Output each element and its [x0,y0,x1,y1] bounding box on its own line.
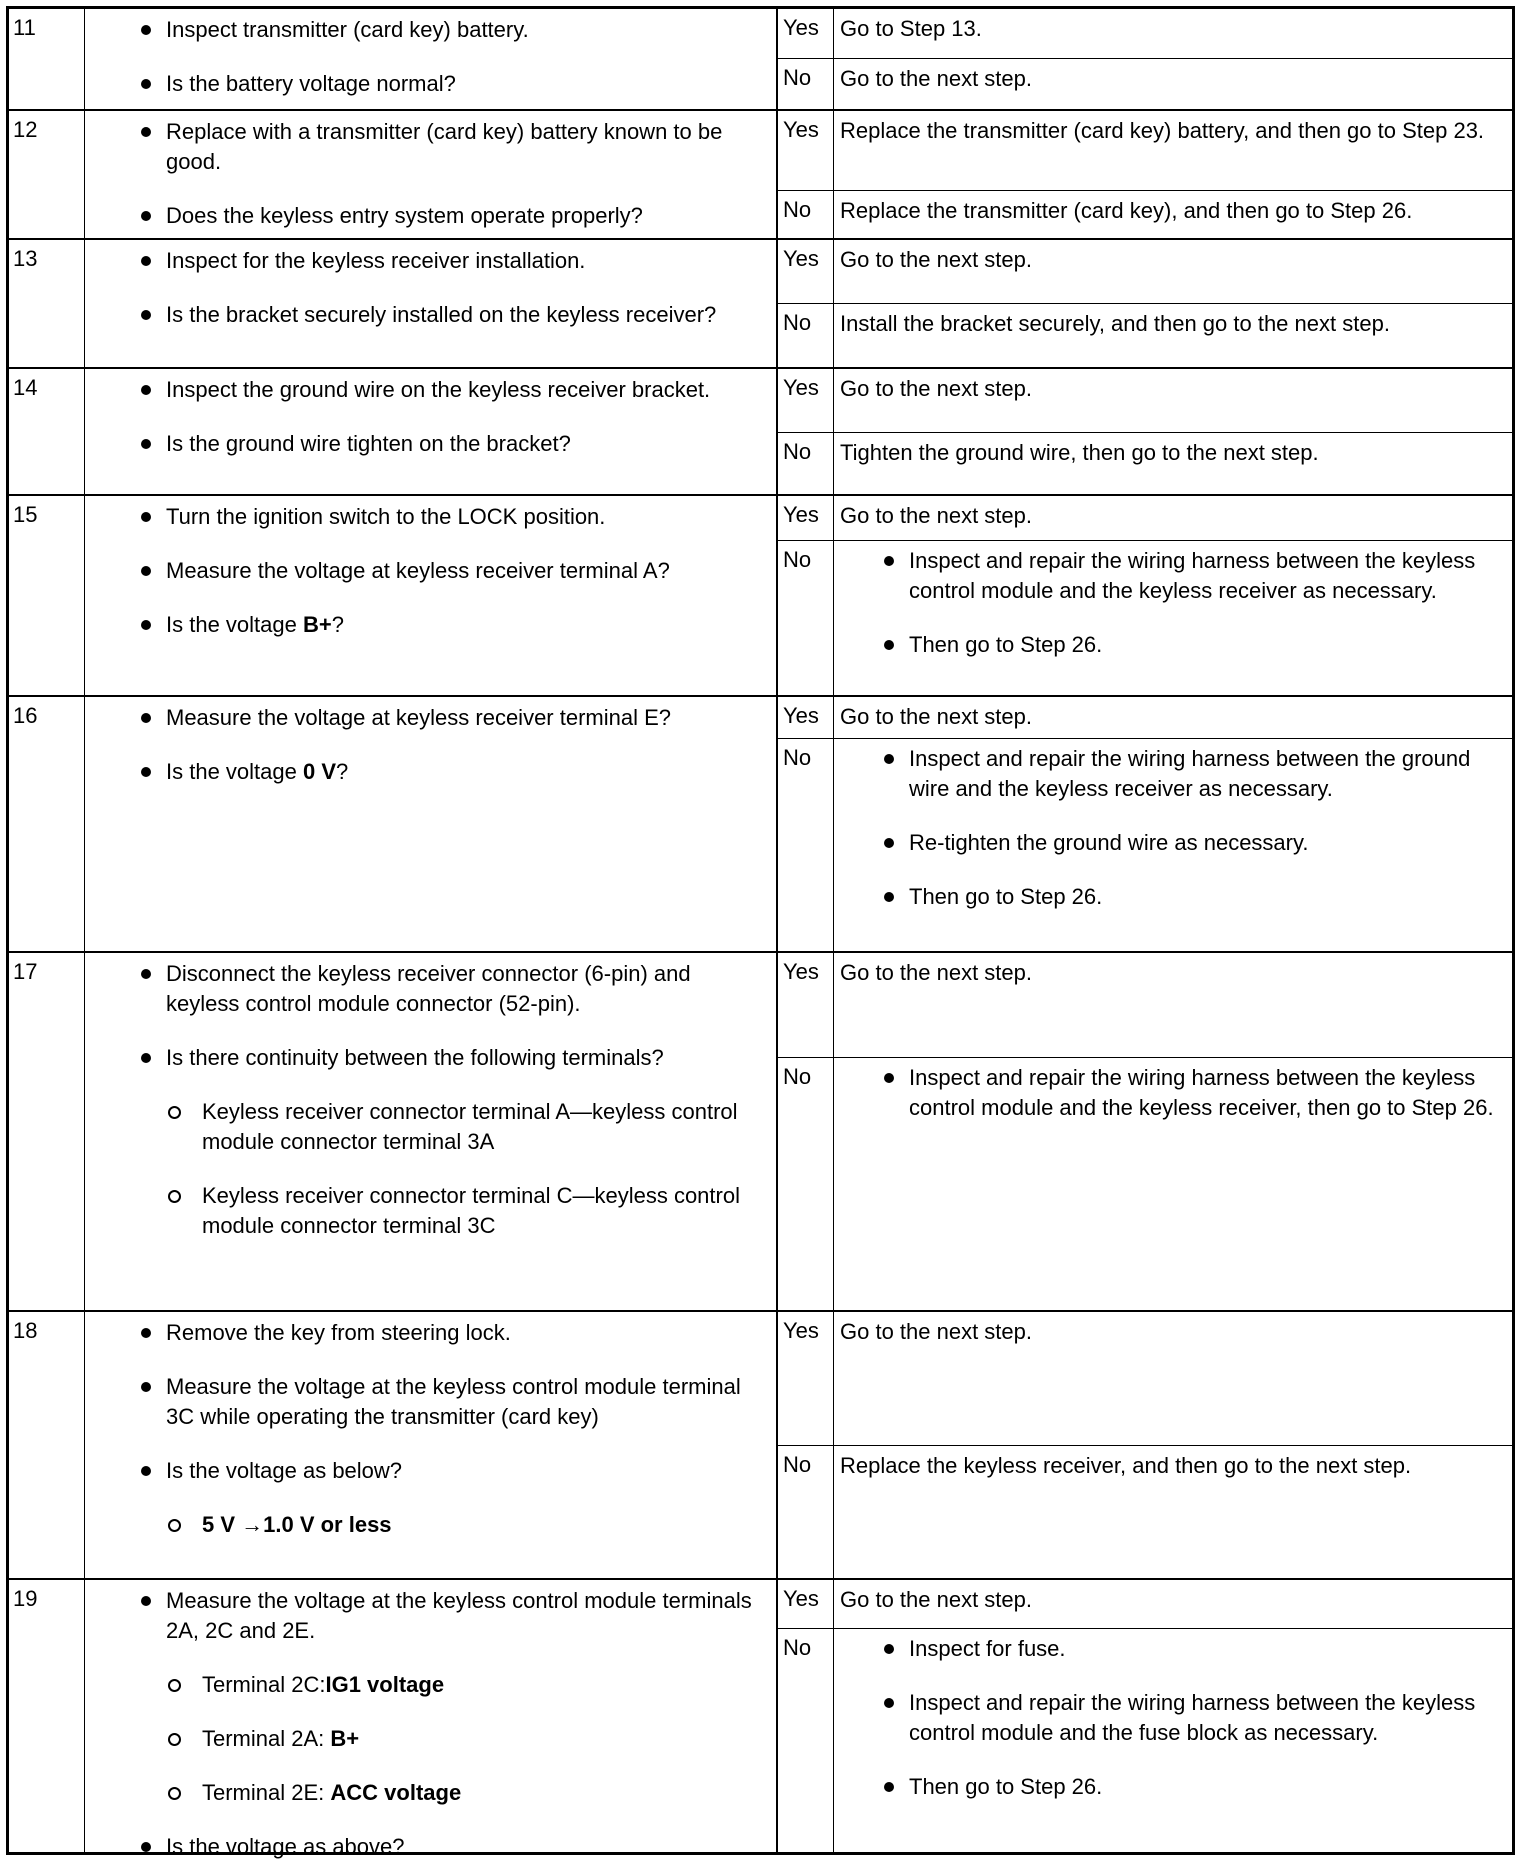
step-number: 19 [9,1580,85,1852]
action-cell [85,953,778,1310]
result-cell [778,953,1512,1310]
terminal-label: Terminal 2C: [202,1672,326,1697]
terminal-label: Terminal 2E: [202,1780,331,1805]
yes-row [778,111,1512,190]
yes-row [778,1312,1512,1445]
diagnostic-table [6,6,1515,1859]
action-item-text: Is the voltage [166,612,303,637]
result-cell [778,1580,1512,1852]
no-action-item: Inspect and repair the wiring harness between the keyless control module and the fuse block as necessary. [840,1688,1496,1748]
no-label: No [778,541,834,697]
no-action [834,1058,1512,1312]
no-action-item: Inspect and repair the wiring harness between the keyless control module and the keyless receiver as necessary. [840,546,1496,606]
action-item: Remove the key from steering lock. [85,1318,766,1348]
step-number: 16 [9,697,85,951]
no-row [778,738,1512,953]
terminal-voltage: ACC voltage [330,1780,462,1805]
no-action-item: Then go to Step 26. [840,1772,1496,1802]
no-action: Tighten the ground wire, then go to the next step. [840,440,1319,465]
terminal-voltage: IG1 voltage [325,1672,445,1697]
yes-action: Go to the next step. [840,1319,1033,1344]
action-cell [85,496,778,695]
action-item: Measure the voltage at keyless receiver terminal A? [85,556,766,586]
step-number: 13 [9,240,85,367]
table-row [9,494,1512,695]
action-cell [85,369,778,494]
no-action-item: Re-tighten the ground wire as necessary. [840,828,1496,858]
yes-action: Go to Step 13. [840,16,982,41]
action-item [85,1043,766,1241]
result-cell [778,496,1512,695]
sub-item: Keyless receiver connector terminal A—keyless control module connector terminal 3A [166,1097,766,1157]
action-item [85,610,766,640]
action-item: Turn the ignition switch to the LOCK position. [85,502,766,532]
yes-label: Yes [778,9,834,58]
action-item: Is the bracket securely installed on the keyless receiver? [85,300,766,330]
action-item-text: Is the voltage as below? [166,1458,403,1483]
no-action-item: Then go to Step 26. [840,882,1496,912]
sub-item [166,1670,766,1700]
voltage-value: B+ [302,612,332,637]
table-row [9,109,1512,238]
action-item: Does the keyless entry system operate properly? [85,201,766,231]
no-row [778,1057,1512,1312]
yes-row [778,697,1512,738]
yes-action: Go to the next step. [840,247,1033,272]
no-action [834,541,1512,697]
result-cell [778,1312,1512,1578]
action-item-text: Is there continuity between the following terminals? [166,1045,664,1070]
sub-item [166,1724,766,1754]
step-number: 18 [9,1312,85,1578]
action-item: Inspect for the keyless receiver installation. [85,246,766,276]
table-row [9,1310,1512,1578]
action-item: Measure the voltage at keyless receiver terminal E? [85,703,766,733]
yes-label: Yes [778,697,834,738]
no-label: No [778,1629,834,1854]
table-row [9,238,1512,367]
sub-item [166,1778,766,1808]
step-number: 17 [9,953,85,1310]
yes-row [778,369,1512,432]
yes-action: Go to the next step. [840,1587,1033,1612]
yes-row [778,240,1512,303]
yes-row [778,953,1512,1057]
table-row [9,1578,1512,1859]
action-item-text: ? [336,759,349,784]
no-action-item: Inspect and repair the wiring harness between the ground wire and the keyless receiver as necessary. [840,744,1496,804]
result-cell [778,111,1512,238]
no-action-item: Inspect for fuse. [840,1634,1496,1664]
no-row [778,540,1512,697]
no-label: No [778,1446,834,1580]
action-item: Disconnect the keyless receiver connector (6-pin) and keyless control module connector (52-pin). [85,959,766,1019]
yes-label: Yes [778,953,834,1057]
action-item-text: Is the voltage [166,759,303,784]
yes-action: Go to the next step. [840,960,1033,985]
action-item: Is the battery voltage normal? [85,69,766,99]
no-label: No [778,739,834,953]
yes-action: Go to the next step. [840,376,1033,401]
terminal-voltage: B+ [330,1726,360,1751]
result-cell [778,240,1512,367]
action-item: Is the ground wire tighten on the bracket? [85,429,766,459]
action-item: Is the voltage as above? [85,1832,766,1862]
action-item-text: ? [331,612,344,637]
action-item: Replace with a transmitter (card key) battery known to be good. [85,117,766,177]
no-label: No [778,191,834,240]
action-cell [85,1580,778,1859]
no-row [778,1445,1512,1580]
no-action: Replace the keyless receiver, and then go to the next step. [840,1453,1412,1478]
no-row [778,190,1512,240]
no-action-item: Inspect and repair the wiring harness between the keyless control module and the keyless receiver, then go to Step 26. [840,1063,1496,1123]
action-item [85,757,766,787]
yes-label: Yes [778,369,834,432]
no-action [834,1629,1512,1854]
no-action: Install the bracket securely, and then go to the next step. [840,311,1390,336]
yes-action: Go to the next step. [840,704,1033,729]
voltage-value: 0 V [302,759,337,784]
yes-action: Replace the transmitter (card key) battery, and then go to Step 23. [840,118,1485,143]
no-action-item: Then go to Step 26. [840,630,1496,660]
action-cell [85,240,778,367]
result-cell [778,9,1512,109]
action-item: Inspect transmitter (card key) battery. [85,15,766,45]
terminal-label: Terminal 2A: [202,1726,331,1751]
result-cell [778,697,1512,951]
no-row [778,303,1512,369]
no-label: No [778,59,834,109]
action-item-text: Measure the voltage at the keyless control module terminals 2A, 2C and 2E. [166,1588,752,1643]
no-row [778,58,1512,109]
no-action: Go to the next step. [840,66,1033,91]
yes-label: Yes [778,1580,834,1628]
yes-row [778,1580,1512,1628]
yes-row [778,9,1512,58]
no-action [834,739,1512,953]
table-row [9,951,1512,1310]
result-cell [778,369,1512,494]
no-row [778,432,1512,496]
yes-label: Yes [778,111,834,190]
voltage-spec: 5 V →1.0 V or less [202,1512,392,1537]
sub-item [166,1510,766,1540]
yes-action: Go to the next step. [840,503,1033,528]
yes-row [778,496,1512,540]
action-item: Measure the voltage at the keyless control module terminal 3C while operating the transmitter (card key) [85,1372,766,1432]
table-row [9,9,1512,109]
action-cell [85,697,778,951]
action-item: Inspect the ground wire on the keyless receiver bracket. [85,375,766,405]
no-row [778,1628,1512,1854]
action-item [85,1586,766,1808]
step-number: 14 [9,369,85,494]
no-label: No [778,304,834,369]
yes-label: Yes [778,240,834,303]
no-action: Replace the transmitter (card key), and then go to Step 26. [840,198,1413,223]
step-number: 11 [9,9,85,109]
yes-label: Yes [778,1312,834,1445]
step-number: 12 [9,111,85,238]
action-item [85,1456,766,1540]
no-label: No [778,1058,834,1312]
yes-label: Yes [778,496,834,540]
action-cell [85,111,778,238]
step-number: 15 [9,496,85,695]
action-cell [85,9,778,109]
table-row [9,367,1512,494]
sub-item: Keyless receiver connector terminal C—keyless control module connector terminal 3C [166,1181,766,1241]
no-label: No [778,433,834,496]
action-cell [85,1312,778,1578]
table-row [9,695,1512,951]
